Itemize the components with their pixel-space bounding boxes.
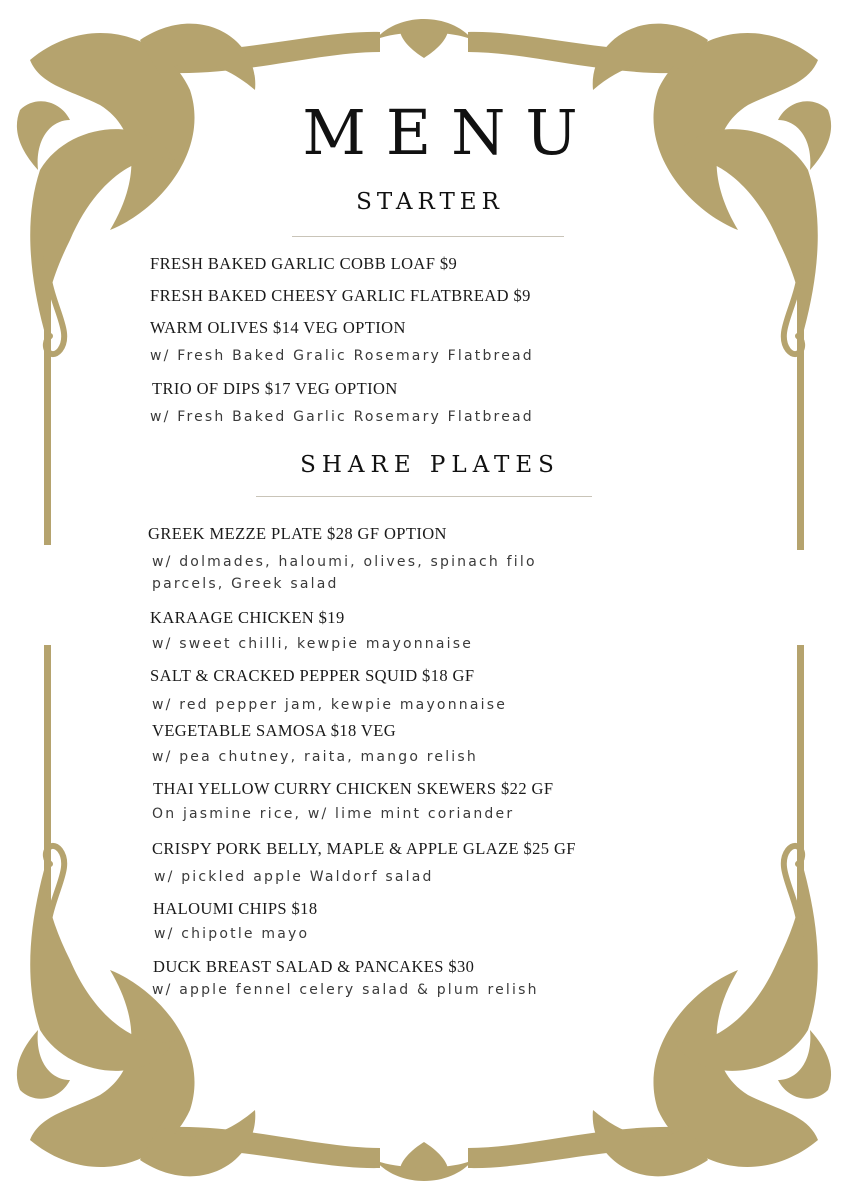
menu-item-description: w/ red pepper jam, kewpie mayonnaise [152,697,508,713]
menu-item-name: FRESH BAKED CHEESY GARLIC FLATBREAD $9 [150,286,531,305]
menu-item-name: TRIO OF DIPS $17 VEG OPTION [152,379,398,398]
starter-divider [292,236,564,237]
menu-item-description: w/ pickled apple Waldorf salad [154,869,434,885]
menu-title: MENU [302,96,598,169]
share-plates-divider [256,496,592,497]
menu-item-name: HALOUMI CHIPS $18 [153,899,318,918]
menu-item-name: THAI YELLOW CURRY CHICKEN SKEWERS $22 GF [153,779,554,798]
menu-item-description: w/ dolmades, haloumi, olives, spinach filo [152,554,537,570]
menu-item-name: FRESH BAKED GARLIC COBB LOAF $9 [150,254,458,273]
menu-item-name: VEGETABLE SAMOSA $18 VEG [152,721,397,740]
menu-item-description: On jasmine rice, w/ lime mint coriander [152,806,515,822]
menu-item-name: DUCK BREAST SALAD & PANCAKES $30 [153,957,475,976]
menu-item-description: w/ apple fennel celery salad & plum relish [152,982,539,998]
menu-item-name: SALT & CRACKED PEPPER SQUID $18 GF [150,666,475,685]
menu-item-description: w/ Fresh Baked Garlic Rosemary Flatbread [150,409,534,425]
menu-item-name: CRISPY PORK BELLY, MAPLE & APPLE GLAZE $25 GF [152,839,576,858]
menu-item-description: w/ sweet chilli, kewpie mayonnaise [152,636,474,652]
menu-item-name: GREEK MEZZE PLATE $28 GF OPTION [148,524,447,543]
menu-item-description: w/ chipotle mayo [154,926,310,942]
share-plates-heading: SHARE PLATES [300,452,560,478]
menu-item-name: WARM OLIVES $14 VEG OPTION [150,318,406,337]
menu-item-name: KARAAGE CHICKEN $19 [150,608,345,627]
starter-heading: STARTER [356,189,504,215]
menu-item-description: w/ Fresh Baked Gralic Rosemary Flatbread [150,348,534,364]
menu-item-description: parcels, Greek salad [152,576,339,592]
menu-item-description: w/ pea chutney, raita, mango relish [152,749,478,765]
